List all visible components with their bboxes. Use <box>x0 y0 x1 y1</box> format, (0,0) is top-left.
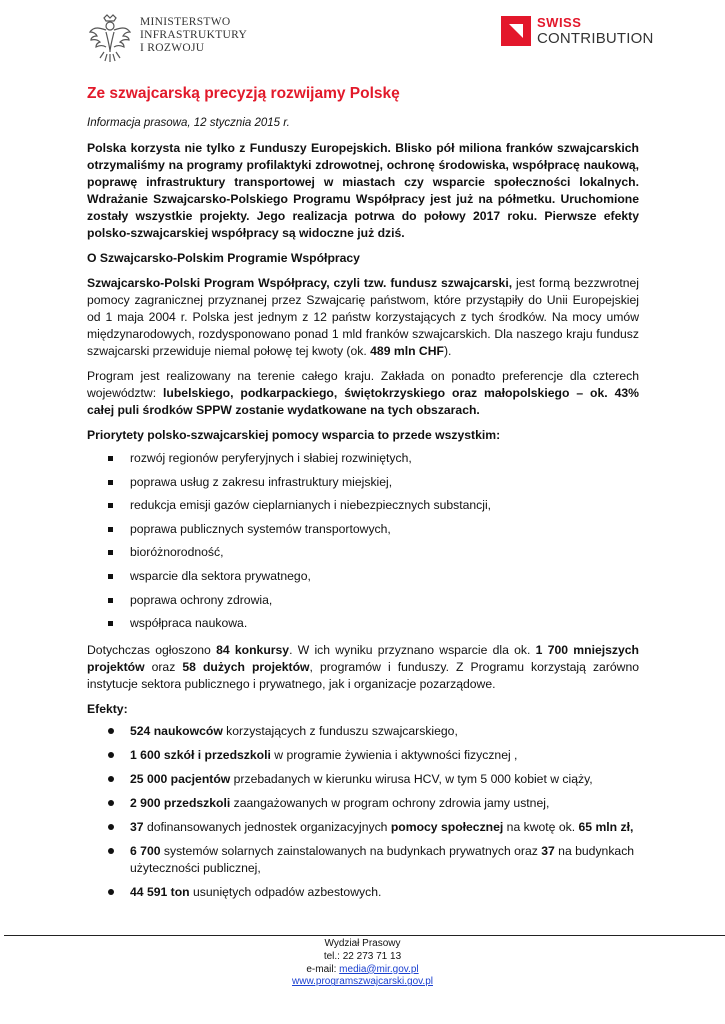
effect-value-2: 37 <box>541 843 555 858</box>
list-item <box>87 771 639 788</box>
effect-value: 37 <box>130 819 144 834</box>
list-item: poprawa ochrony zdrowia, <box>87 592 639 616</box>
competitions-paragraph <box>87 642 639 693</box>
list-item: współpraca naukowa. <box>87 615 639 639</box>
ministry-line-2: INFRASTRUKTURY <box>140 29 248 41</box>
footer-phone: tel.: 22 273 71 13 <box>323 950 402 962</box>
list-item <box>87 884 639 901</box>
section-heading: O Szwajcarsko-Polskim Programie Współpracy <box>87 251 360 265</box>
swiss-flag-icon <box>501 16 531 46</box>
effect-text: korzystających z funduszu szwajcarskiego, <box>222 723 458 738</box>
effect-value-3: 65 mln zł, <box>578 819 634 834</box>
effect-text: dofinansowanych jednostek organizacyjnych <box>143 819 391 834</box>
list-item: poprawa publicznych systemów transportowych, <box>87 521 639 545</box>
list-item <box>87 795 639 812</box>
program-description-paragraph <box>87 275 639 360</box>
ministry-line-1: MINISTERSTWO <box>140 16 231 28</box>
program-name: Szwajcarsko-Polski Program Współpracy, czyli tzw. fundusz szwajcarski, <box>87 276 513 290</box>
ministry-logo <box>88 12 258 64</box>
lead-paragraph: Polska korzysta nie tylko z Funduszy Europejskich. Blisko pół miliona franków szwajcarskich otrzymaliśmy na programy profilaktyki zdrowotnej, ochronę środowiska, współpracę naukową, poprawę infrastruktury transportowej w miastach czy wsparcie społeczności lokalnych. Wdrażanie Szwajcarsko-Polskiego Programu Współpracy jest już na półmetku. Uruchomione zostały wszystkie projekty. Jego realizacja potrwa do połowy 2017 roku. Pierwsze efekty polsko-szwajcarskiej współpracy są widoczne już dziś. <box>87 141 639 240</box>
effect-value: 1 600 szkół i przedszkoli <box>130 747 271 762</box>
list-item: redukcja emisji gazów cieplarnianych i niebezpiecznych substancji, <box>87 497 639 521</box>
effect-value: 44 591 ton <box>130 884 190 899</box>
ministry-line-3: I ROZWOJU <box>140 42 205 54</box>
priorities-list <box>87 450 639 639</box>
program-description-end: ). <box>443 344 452 358</box>
effect-text: w programie żywienia i aktywności fizycznej , <box>270 747 518 762</box>
effect-text-2: na budynkach użyteczności publicznej, <box>130 843 635 875</box>
effect-text: zaangażowanych w program ochrony zdrowia jamy ustnej, <box>230 795 550 810</box>
press-release-body <box>87 83 639 908</box>
swiss-corner-icon <box>501 16 531 46</box>
effect-text: systemów solarnych zainstalowanych na budynkach prywatnych oraz <box>160 843 542 858</box>
email-link[interactable]: media@mir.gov.pl <box>339 963 419 975</box>
large-projects-count: 58 dużych projektów <box>182 659 310 674</box>
swiss-contribution-logo <box>501 16 661 50</box>
competitions-text-4: , programów i funduszy. Z Programu korzystają zarówno instytucje sektora publicznego i prywatnego, jak i organizacje pozarządowe. <box>87 659 640 691</box>
effect-value: 25 000 pacjentów <box>130 771 231 786</box>
eagle-emblem-icon <box>88 12 132 64</box>
effect-text: usuniętych odpadów azbestowych. <box>189 884 382 899</box>
page-title: Ze szwajcarską precyzją rozwijamy Polskę <box>87 85 400 102</box>
regions-text: Program jest realizowany na terenie całego kraju. Zakłada on ponadto preferencje dla czterech województw: <box>87 369 639 400</box>
competitions-text-3: oraz <box>144 659 183 674</box>
swiss-label: SWISS <box>537 15 582 30</box>
list-item <box>87 843 639 877</box>
release-date: Informacja prasowa, 12 stycznia 2015 r. <box>87 117 290 129</box>
effect-value: 6 700 <box>130 843 161 858</box>
effect-value: 2 900 przedszkoli <box>130 795 231 810</box>
regions-bold: lubelskiego, podkarpackiego, świętokrzyskiego oraz małopolskiego – ok. 43% całej puli środków SPPW zostanie wydatkowane na tych obszarach. <box>87 386 639 417</box>
effects-list <box>87 723 639 901</box>
effects-heading: Efekty: <box>87 701 128 716</box>
footer-department: Wydział Prasowy <box>324 938 401 949</box>
footer <box>0 938 725 989</box>
ministry-name <box>140 16 247 55</box>
list-item <box>87 723 639 740</box>
footer-email-line <box>0 964 725 977</box>
program-description-text: jest formą bezzwrotnej pomocy zagranicznej przyznanej przez Szwajcarię państwom, które przystąpiły do Unii Europejskiej od 1 maja 2004 r. Polska jest jednym z 12 państw korzystających z tych środków. Na mocy umów międzynarodowych, rozdysponowano ponad 1 mld franków szwajcarskich. Dla naszego kraju fundusz szwajcarski przewiduje niemal połowę tej kwoty (ok. <box>87 276 639 358</box>
effect-text-2: na kwotę ok. <box>503 819 579 834</box>
contribution-label: CONTRIBUTION <box>537 30 654 47</box>
small-projects-count: 1 700 mniejszych projektów <box>87 642 639 674</box>
effect-value: 524 naukowców <box>130 723 223 738</box>
list-item: bioróżnorodność, <box>87 544 639 568</box>
footer-divider <box>4 935 725 936</box>
effect-value-2: pomocy społecznej <box>390 819 504 834</box>
program-amount: 489 mln CHF <box>370 344 444 358</box>
website-link[interactable]: www.programszwajcarski.gov.pl <box>292 976 433 988</box>
priorities-heading: Priorytety polsko-szwajcarskiej pomocy wsparcia to przede wszystkim: <box>87 428 501 442</box>
competitions-count: 84 konkursy <box>216 642 290 657</box>
regions-paragraph <box>87 368 639 419</box>
effect-text: przebadanych w kierunku wirusa HCV, w tym 5 000 kobiet w ciąży, <box>230 771 593 786</box>
list-item: poprawa usług z zakresu infrastruktury miejskiej, <box>87 474 639 498</box>
competitions-text-1: Dotychczas ogłoszono <box>87 642 217 657</box>
list-item <box>87 819 639 836</box>
list-item: wsparcie dla sektora prywatnego, <box>87 568 639 592</box>
footer-email-label: e-mail: <box>306 963 340 975</box>
list-item <box>87 747 639 764</box>
competitions-text-2: . W ich wyniku przyznano wsparcie dla ok. <box>289 642 536 657</box>
list-item: rozwój regionów peryferyjnych i słabiej rozwiniętych, <box>87 450 639 474</box>
